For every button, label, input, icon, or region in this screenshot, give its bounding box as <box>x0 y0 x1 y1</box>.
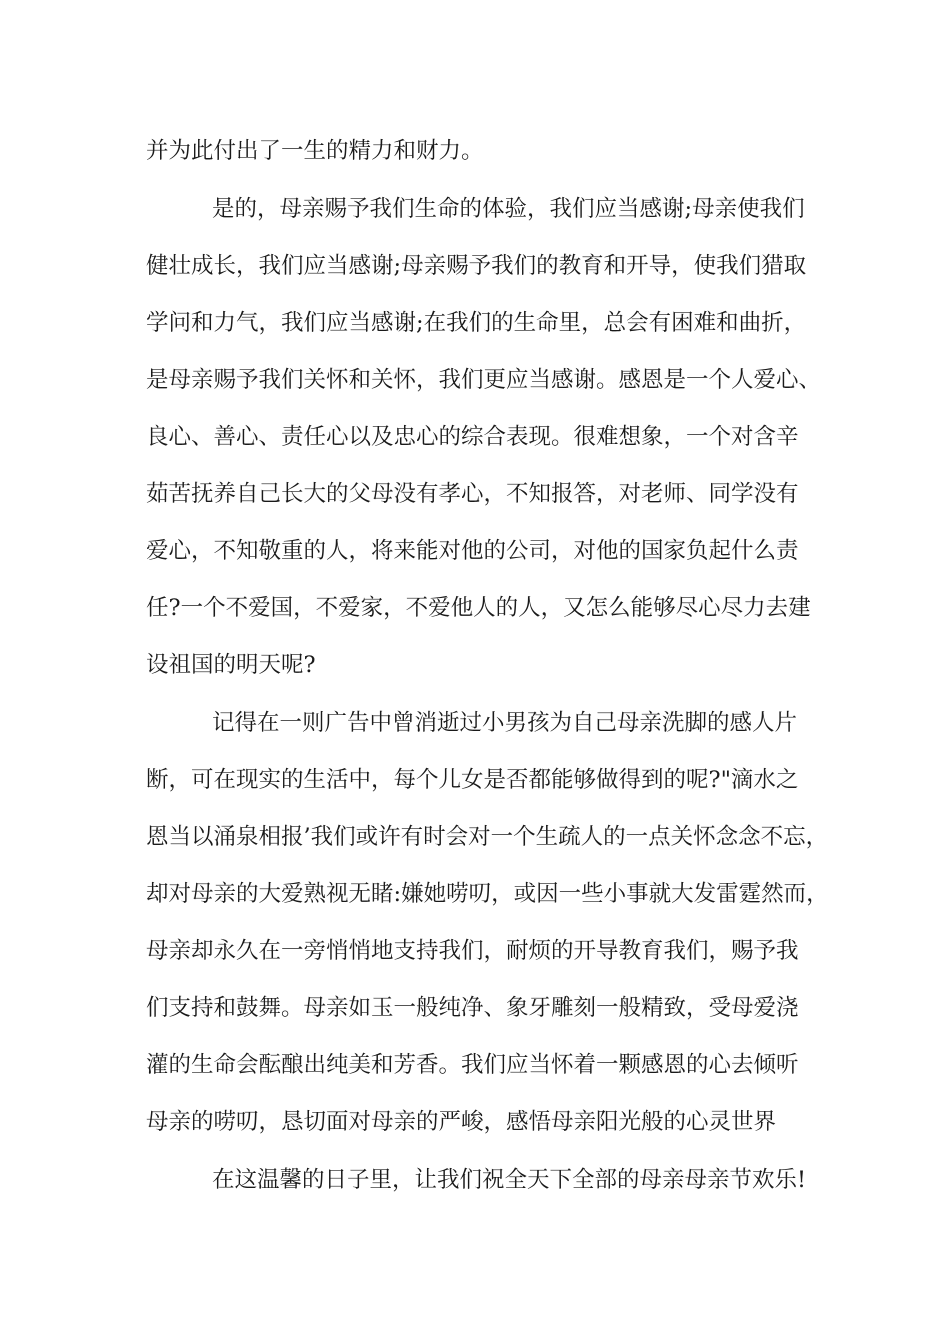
paragraph-2-line-4: 是母亲赐予我们关怀和关怀，我们更应当感谢。感恩是一个人爱心、 <box>146 367 822 393</box>
paragraph-4-line-1: 在这温馨的日子里，让我们祝全天下全部的母亲母亲节欢乐! <box>212 1167 807 1193</box>
paragraph-2-line-9: 设祖国的明天呢? <box>146 652 316 678</box>
paragraph-3-line-5: 母亲却永久在一旁悄悄地支持我们，耐烦的开导教育我们，赐予我 <box>146 938 799 964</box>
paragraph-3-line-8: 母亲的唠叨，恳切面对母亲的严峻，感悟母亲阳光般的心灵世界 <box>146 1109 777 1135</box>
paragraph-3-line-1: 记得在一则广告中曾消逝过小男孩为自己母亲洗脚的感人片 <box>212 710 798 736</box>
paragraph-2-line-7: 爱心，不知敬重的人，将来能对他的公司，对他的国家负起什么责 <box>146 538 799 564</box>
paragraph-3-line-6: 们支持和鼓舞。母亲如玉一般纯净、象牙雕刻一般精致，受母爱浇 <box>146 995 799 1021</box>
paragraph-3-line-4: 却对母亲的大爱熟视无睹:嫌她唠叨，或因一些小事就大发雷霆然而， <box>146 881 829 907</box>
paragraph-3-line-2: 断，可在现实的生活中，每个儿女是否都能够做得到的呢?"滴水之 <box>146 767 799 793</box>
paragraph-3-line-3: 恩当以涌泉相报’我们或许有时会对一个生疏人的一点关怀念念不忘， <box>146 824 829 850</box>
paragraph-2-line-1: 是的，母亲赐予我们生命的体验，我们应当感谢;母亲使我们 <box>212 196 805 222</box>
paragraph-2-line-3: 学问和力气，我们应当感谢;在我们的生命里，总会有困难和曲折， <box>146 310 807 336</box>
paragraph-2-line-5: 良心、善心、责任心以及忠心的综合表现。很难想象，一个对含辛 <box>146 424 799 450</box>
paragraph-3-line-7: 灌的生命会酝酿出纯美和芳香。我们应当怀着一颗感恩的心去倾听 <box>146 1052 799 1078</box>
paragraph-2-line-8: 任?一个不爱国，不爱家，不爱他人的人，又怎么能够尽心尽力去建 <box>146 595 811 621</box>
paragraph-2-line-6: 茹苦抚养自己长大的父母没有孝心，不知报答，对老师、同学没有 <box>146 481 799 507</box>
paragraph-2-line-2: 健壮成长，我们应当感谢;母亲赐予我们的教育和开导，使我们猎取 <box>146 253 807 279</box>
paragraph-1-line-1: 并为此付出了一生的精力和财力。 <box>146 138 484 164</box>
